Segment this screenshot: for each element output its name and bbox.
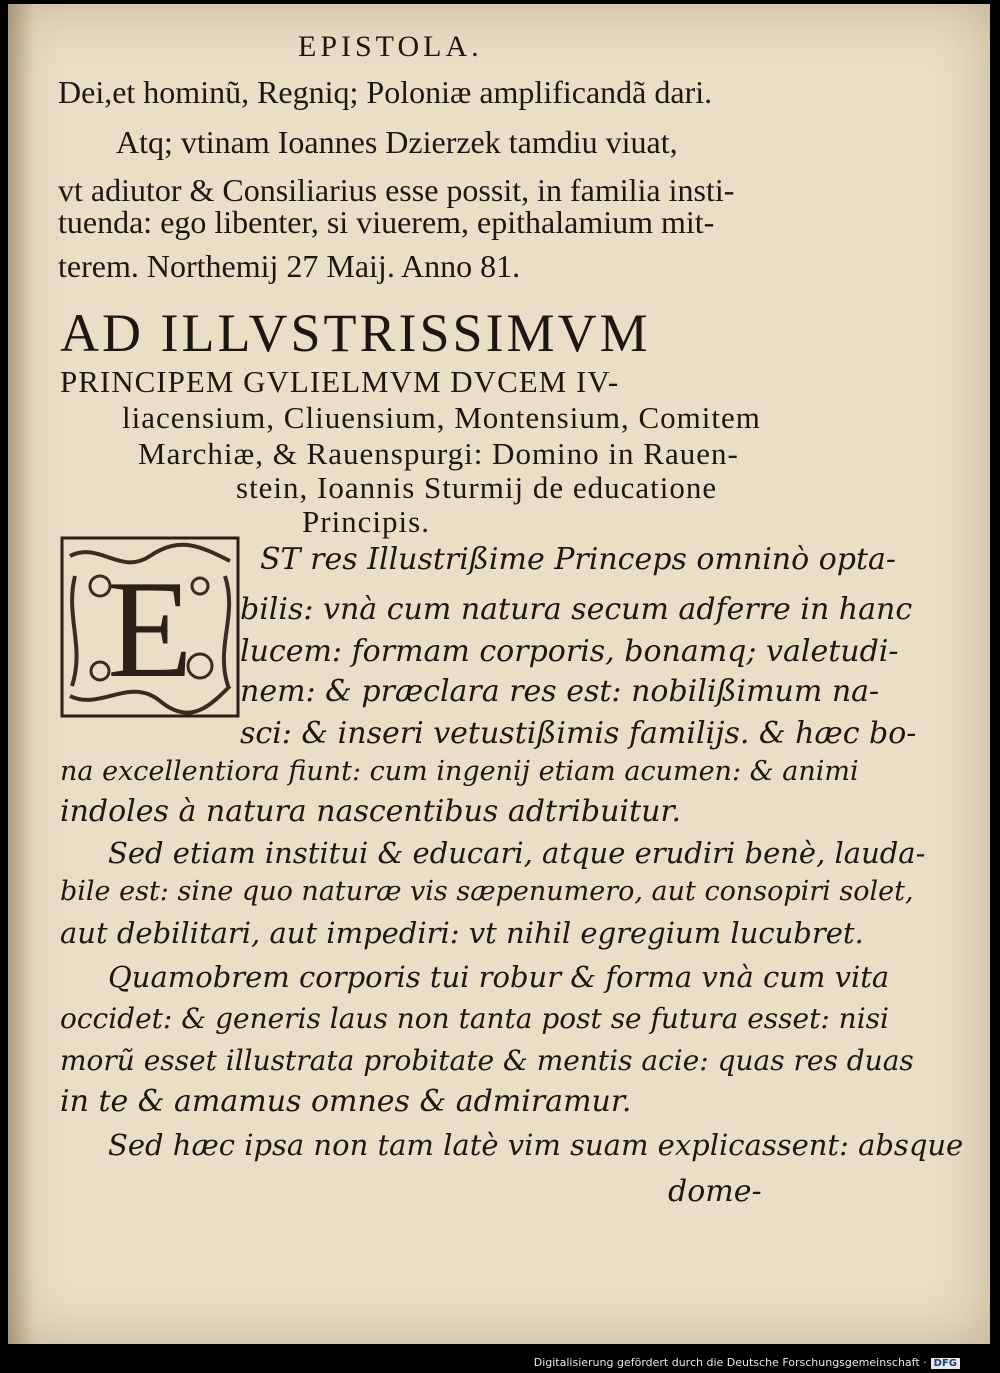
book-page — [8, 4, 990, 1344]
digitization-credit — [534, 1356, 960, 1369]
running-header: EPISTOLA. — [298, 30, 483, 63]
body-line-6: na excellentiora fiunt: cum ingenij etiam acumen: & animi — [60, 756, 859, 787]
subtitle-line-1: PRINCIPEM GVLIELMVM DVCEM IV- — [60, 364, 620, 399]
letter-line-5: terem. Northemij 27 Maij. Anno 81. — [58, 248, 521, 284]
body-line-2: bilis: vnà cum natura secum adferre in hanc — [240, 592, 913, 627]
subtitle-line-5: Principis. — [302, 504, 430, 539]
ornament-icon — [60, 536, 240, 718]
letter-line-3: vt adiutor & Consiliarius esse possit, in familia insti- — [58, 172, 735, 208]
dedication-title: AD ILLVSTRISSIMVM — [60, 303, 651, 363]
body-line-12: occidet: & generis laus non tanta post se futura esset: nisi — [60, 1002, 889, 1035]
body-line-1: ST res Illustrißime Princeps omninò opta- — [260, 542, 897, 577]
body-line-3: lucem: formam corporis, bonamq; valetudi- — [240, 634, 899, 669]
catchword: dome- — [668, 1174, 762, 1209]
body-line-5: sci: & inseri vetustißimis familijs. & hæc bo- — [240, 716, 917, 751]
initial-letter: E — [107, 552, 193, 707]
credit-text: Digitalisierung gefördert durch die Deutsche Forschungsgemeinschaft · — [533, 1356, 927, 1369]
body-line-11: Quamobrem corporis tui robur & forma vnà cum vita — [108, 960, 890, 994]
subtitle-line-4: stein, Ioannis Sturmij de educatione — [236, 470, 718, 505]
body-line-15: Sed hæc ipsa non tam latè vim suam explicassent: absque — [108, 1128, 964, 1162]
body-line-10: aut debilitari, aut impediri: vt nihil egregium lucubret. — [60, 916, 864, 950]
body-line-7: indoles à natura nascentibus adtribuitur. — [60, 794, 681, 829]
letter-line-1: Dei,et hominũ, Regniq; Poloniæ amplificandã dari. — [58, 74, 713, 110]
subtitle-line-2: liacensium, Cliuensium, Montensium, Comitem — [122, 400, 761, 435]
subtitle-line-3: Marchiæ, & Rauenspurgi: Domino in Rauen- — [138, 436, 739, 471]
decorated-initial — [60, 536, 240, 718]
body-line-14: in te & amamus omnes & admiramur. — [60, 1084, 632, 1119]
body-line-13: morũ esset illustrata probitate & mentis acie: quas res duas — [60, 1044, 914, 1077]
letter-line-2: Atq; vtinam Ioannes Dzierzek tamdiu viuat, — [116, 124, 678, 160]
letter-line-4: tuenda: ego libenter, si viuerem, epithalamium mit- — [58, 204, 715, 240]
body-line-8: Sed etiam institui & educari, atque erudiri benè, lauda- — [108, 836, 926, 870]
body-line-9: bile est: sine quo naturæ vis sæpenumero, aut consopiri solet, — [60, 876, 914, 907]
dfg-logo: DFG — [931, 1358, 960, 1369]
body-line-4: nem: & præclara res est: nobilißimum na- — [240, 674, 880, 709]
